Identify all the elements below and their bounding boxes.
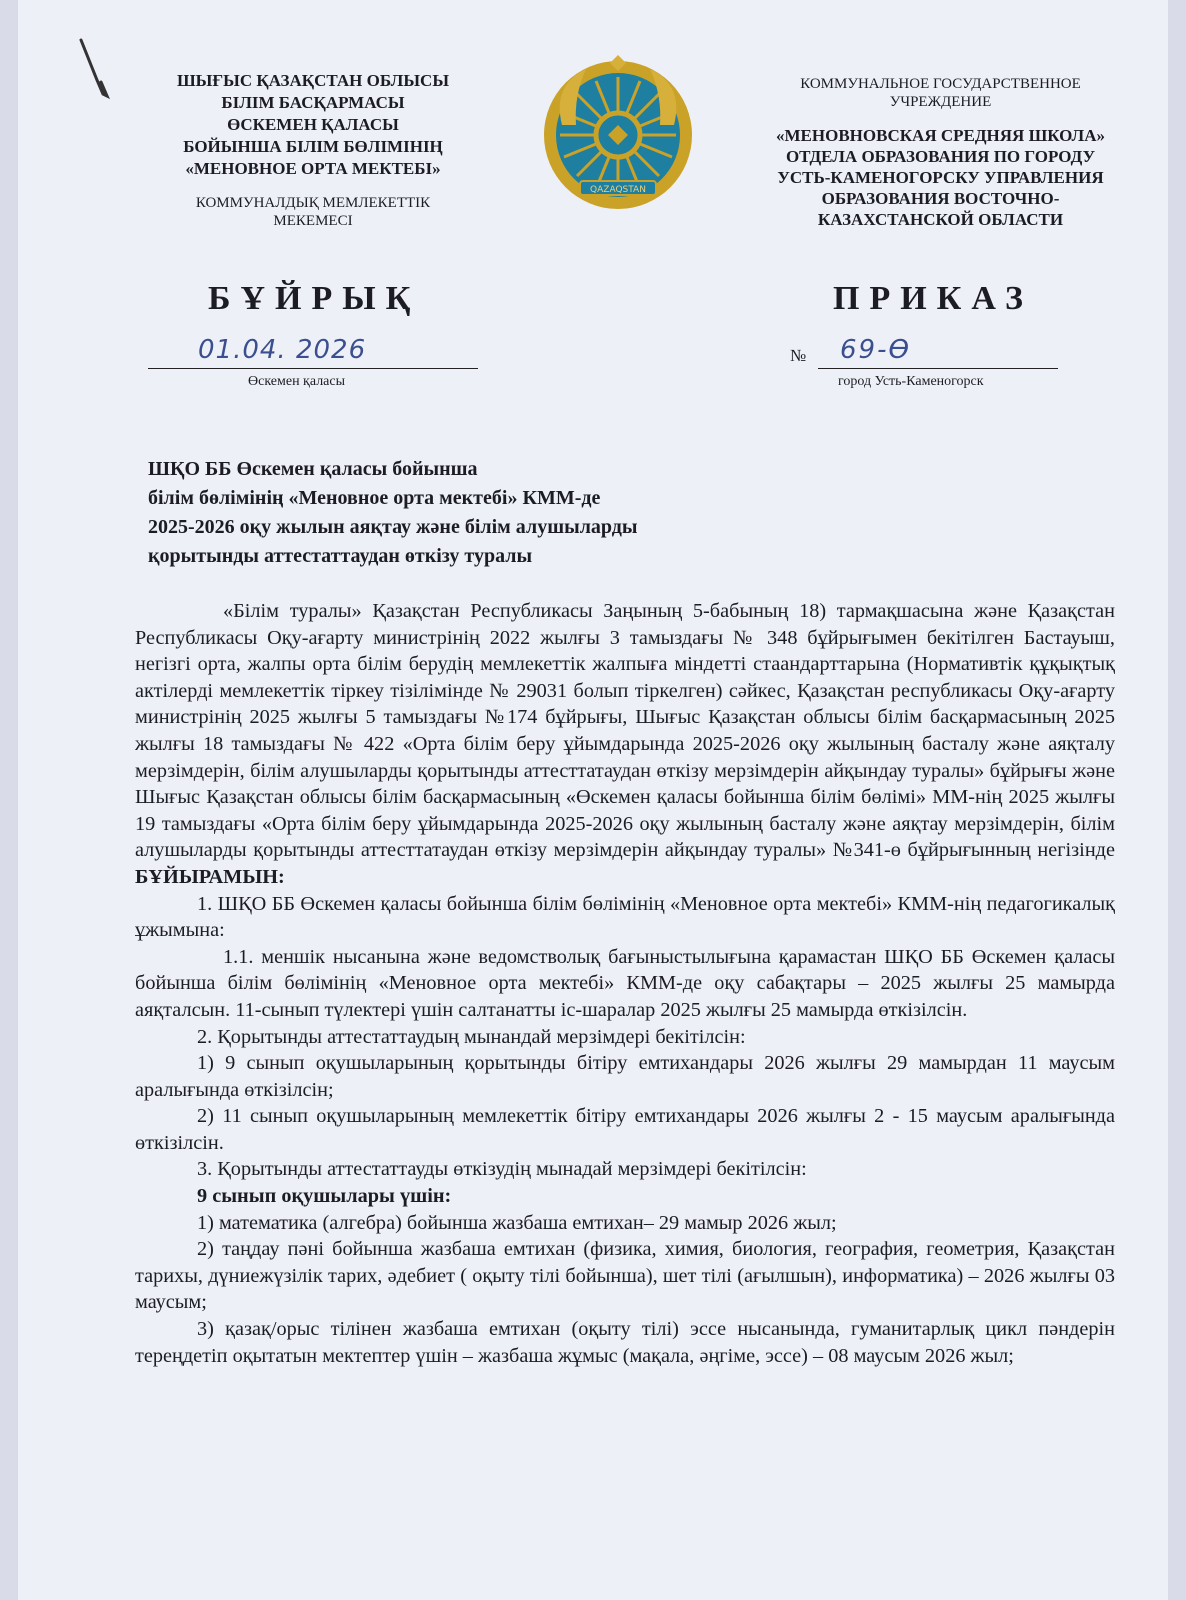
paragraph-3-heading: 9 сынып оқушылары үшін: — [197, 1185, 452, 1208]
header-right-line: «МЕНОВНОВСКАЯ СРЕДНЯЯ ШКОЛА» — [776, 126, 1105, 145]
header-left-sub-line: МЕКЕМЕСІ — [273, 213, 353, 229]
number-handwritten: 69-Ө — [840, 335, 911, 365]
document-page — [18, 0, 1168, 1600]
number-label: № — [790, 346, 807, 365]
header-right-sub-line: КОММУНАЛЬНОЕ ГОСУДАРСТВЕННОЕ — [800, 76, 1081, 92]
header-right-ru — [753, 75, 1128, 230]
title-line: ШҚО ББ Өскемен қаласы бойынша — [148, 458, 478, 480]
header-left-kz — [148, 70, 478, 230]
header-right-subtitle — [753, 75, 1128, 111]
pen-stroke-mark — [73, 36, 113, 100]
header-left-line: ӨСКЕМЕН ҚАЛАСЫ — [227, 115, 399, 134]
header-right-line: КАЗАХСТАНСКОЙ ОБЛАСТИ — [817, 210, 1064, 229]
header-left-line: ШЫҒЫС ҚАЗАҚСТАН ОБЛЫСЫ — [176, 71, 450, 90]
header-right-line: ОТДЕЛА ОБРАЗОВАНИЯ ПО ГОРОДУ — [785, 147, 1096, 166]
order-body — [135, 598, 1115, 1369]
preamble-paragraph — [135, 598, 1115, 891]
emblem-label: QAZAQSTAN — [590, 185, 646, 195]
preamble-text: «Білім туралы» Қазақстан Республикасы Заңының 5-бабының 18) тармақшасына және Қазақстан Республикасы Оқу-ағарту министрінің 2022 жылғы 3 тамыздағы № 348 бұйрығымен бекітілген Бастауыш, негізгі орта, жалпы орта білім берудің мемлекеттік жалпыға міндетті стаандарттарына (Нормативтік құқықтық актілерді мемлекеттік тіркеу тізілімінде № 29031 болып тіркелген) сәйкес, Қазақстан республикасы Оқу-ағарту министрінің 2025 жылғы 5 тамыздағы №174 бұйрығы, Шығыс Қазақстан облысы білім басқармасының 2025 жылғы 18 тамыздағы № 422 «Орта білім беру ұйымдарында 2025-2026 оқу жылының басталу және аяқталу мерзімдерін, білім алушыларды қорытынды аттесттатаудан өткізу мерзімдерін айқындау туралы» бұйрығы және Шығыс Қазақстан облысы білім басқармасының «Өскемен қаласы бойынша білім бөлімі» ММ-нің 2025 жылғы 19 тамыздағы «Орта білім беру ұйымдарында 2025-2026 оқу жылының басталу және аяқтау мерзімдерін, білім алушыларды қорытынды аттесттатаудан өткізу мерзімдерін айқындау туралы» №341-ө бұйрығынның негізінде — [135, 600, 1115, 862]
header-left-subtitle — [148, 194, 478, 230]
paragraph-2-1: 1) 9 сынып оқушыларының қорытынды бітіру емтихандары 2026 жылғы 29 мамырдан 11 маусым аралығында өткізілсін; — [135, 1052, 1115, 1101]
paragraph-3-2: 2) таңдау пәні бойынша жазбаша емтихан (физика, химия, биология, география, геометрия, Қазақстан тарихы, дүниежүзілік тарих, әдебиет ( оқыту тілі бойынша), шет тілі (ағылшын), информатика) – 2026 жылғы 03 маусым; — [135, 1238, 1115, 1314]
header-left-sub-line: КОММУНАЛДЫҚ МЕМЛЕКЕТТІК — [195, 195, 431, 211]
paragraph-2: 2. Қорытынды аттестаттаудың мынандай мерзімдері бекітілсін: — [197, 1025, 746, 1048]
header-left-line: «МЕНОВНОЕ ОРТА МЕКТЕБІ» — [185, 159, 441, 178]
header-right-line: УСТЬ-КАМЕНОГОРСКУ УПРАВЛЕНИЯ — [777, 168, 1104, 187]
date-handwritten: 01.04. 2026 — [198, 335, 367, 365]
paragraph-1-1: 1.1. меншік нысанына және ведомстволық бағыныстылығына қарамастан ШҚО ББ Өскемен қаласы бойынша білім бөлімінің «Меновное орта мектебі» КММ-де оқу сабақтары – 2025 жылғы 25 мамырда аяқталсын. 11-сынып түлектері үшін салтанатты іс-шаралар 2025 жылғы 25 мамырда өткізілсін. — [135, 945, 1115, 1021]
paragraph-3-3: 3) қазақ/орыс тілінен жазбаша емтихан (оқыту тілі) эссе нысанында, гуманитарлық цикл пәндерін тереңдетіп оқытатын мектептер үшін – жазбаша жұмыс (мақала, әңгіме, эссе) – 08 маусым 2026 жыл; — [135, 1318, 1115, 1367]
paragraph-3-1: 1) математика (алгебра) бойынша жазбаша емтихан– 29 мамыр 2026 жыл; — [197, 1211, 837, 1234]
paragraph-1: 1. ШҚО ББ Өскемен қаласы бойынша білім бөлімінің «Меновное орта мектебі» КММ-нің педагогикалық ұжымына: — [135, 892, 1115, 942]
header-right-sub-line: УЧРЕЖДЕНИЕ — [889, 94, 992, 110]
header-right-name — [753, 125, 1128, 230]
title-line: 2025-2026 оқу жылын аяқтау және білім алушыларды — [148, 516, 638, 538]
title-line: қорытынды аттестаттаудан өткізу туралы — [148, 545, 533, 567]
kazakhstan-state-emblem-icon — [538, 55, 698, 215]
header-left-line: БОЙЫНША БІЛІМ БӨЛІМІНІҢ — [183, 137, 443, 156]
paragraph-2-2: 2) 11 сынып оқушыларының мемлекеттік бітіру емтихандары 2026 жылғы 2 - 15 маусым аралығында өткізілсін. — [135, 1105, 1115, 1154]
paragraph-3: 3. Қорытынды аттестаттауды өткізудің мынадай мерзімдері бекітілсін: — [197, 1158, 807, 1181]
order-word: БҰЙЫРАМЫН: — [135, 865, 285, 888]
city-kz: Өскемен қаласы — [248, 374, 346, 389]
city-ru: город Усть-Каменогорск — [838, 374, 984, 389]
header-left-line: БІЛІМ БАСҚАРМАСЫ — [221, 93, 405, 112]
order-title — [148, 455, 868, 571]
header-right-line: ОБРАЗОВАНИЯ ВОСТОЧНО- — [821, 189, 1060, 208]
doc-type-kz: БҰЙРЫҚ — [208, 280, 421, 317]
doc-type-ru: ПРИКАЗ — [833, 280, 1033, 317]
title-line: білім бөлімінің «Меновное орта мектебі» КММ-де — [148, 487, 601, 509]
